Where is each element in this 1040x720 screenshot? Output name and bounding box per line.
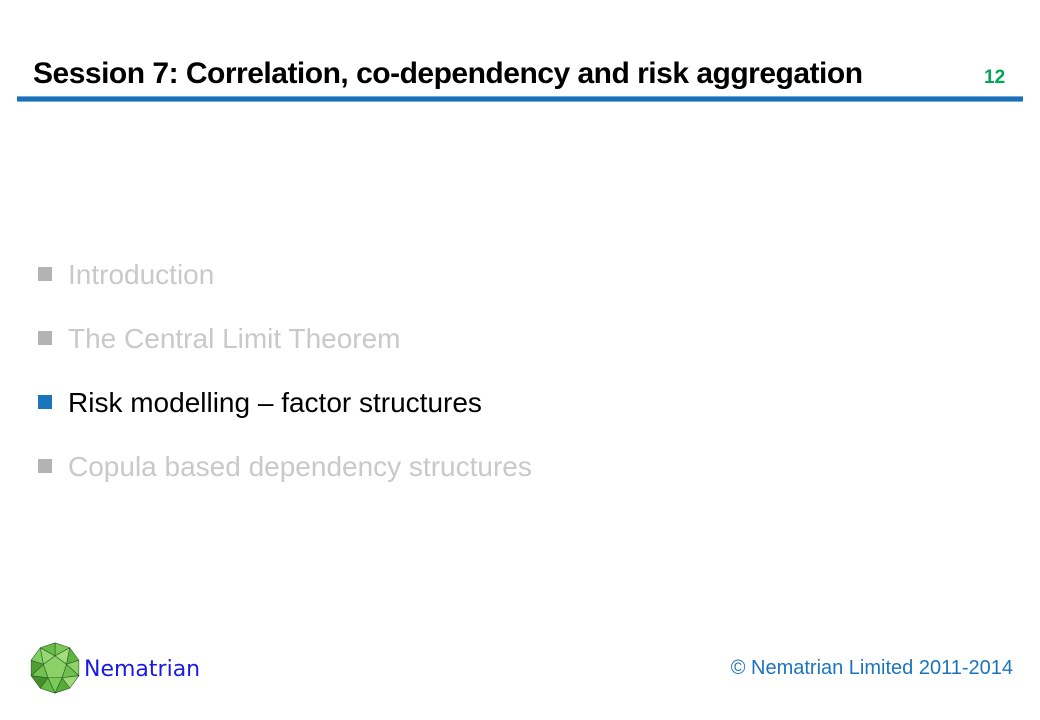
agenda-item <box>38 371 532 435</box>
title-underline-rule <box>17 96 1023 102</box>
agenda-item <box>38 243 532 307</box>
nematrian-logo-icon <box>29 636 81 700</box>
brand-name: Nematrian <box>84 657 201 682</box>
page-number: 12 <box>984 67 1006 88</box>
agenda-item-label: Copula based dependency structures <box>68 451 532 482</box>
agenda-item-label: The Central Limit Theorem <box>68 323 401 354</box>
agenda-item-label: Introduction <box>68 259 215 290</box>
copyright-text: © Nematrian Limited 2011-2014 <box>730 657 1013 679</box>
agenda-item <box>38 435 532 499</box>
square-bullet-icon <box>38 267 52 281</box>
agenda-item <box>38 307 532 371</box>
agenda-item-label: Risk modelling – factor structures <box>68 387 482 418</box>
square-bullet-icon <box>38 395 52 409</box>
agenda-list <box>38 243 532 499</box>
square-bullet-icon <box>38 331 52 345</box>
square-bullet-icon <box>38 459 52 473</box>
slide-title: Session 7: Correlation, co-dependency and risk aggregation <box>33 57 863 90</box>
